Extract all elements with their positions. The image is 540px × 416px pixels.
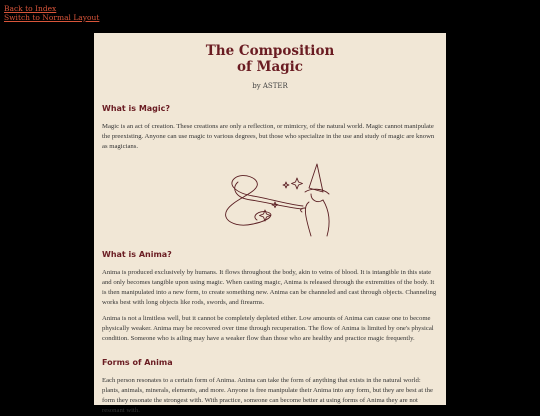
- top-links: [4, 4, 99, 22]
- paragraph: Each person resonates to a certain form of Anima. Anima can take the form of anything that exists in the natural world: plants, animals, minerals, elements, and more. Anyone is free manipulate their Anima into any form, but they are best at the form they resonate the strongest with. With practice, someone can become better at using forms of Anima they are not resonant with.: [102, 377, 433, 414]
- title-line-1: The Composition: [205, 43, 335, 59]
- paragraph: Anima is not a limitless well, but it cannot be completely depleted either. Low amounts of Anima can cause one to become physically weaker. Anima may be recovered over time through recuperation. The flow of Anima is limited by one's physical condition. Someone who is ailing may have a weaker flow than those who are healthy and practice magic frequently.: [102, 315, 434, 342]
- paragraph: Anima is produced exclusively by humans. It flows throughout the body, akin to veins of blood. It is intangible in this state and only becomes tangible upon using magic. When casting magic, Anima is released through the extremities of the body. It is then manipulated into a new form, to create something new. Anima can be channeled and cast through objects. Channeling works best with long objects like rods, swords, and firearms.: [102, 269, 437, 306]
- section-heading-what-is-magic: What is Magic?: [102, 104, 171, 113]
- sparkle-icon: [283, 182, 289, 188]
- switch-layout-link[interactable]: Switch to Normal Layout: [4, 13, 100, 22]
- wizard-illustration: [205, 158, 335, 236]
- section-heading-what-is-anima: What is Anima?: [102, 250, 172, 259]
- title-line-2: of Magic: [237, 59, 303, 75]
- paragraph: Magic is an act of creation. These creations are only a reflection, or mimicry, of the natural world. Magic cannot manipulate the preexisting. Anyone can use magic to various degrees, but those who specialize in the use and study of magic are known as magicians.: [102, 123, 435, 150]
- byline: by ASTER: [252, 82, 288, 90]
- sparkle-icon: [292, 178, 303, 189]
- document-page: [94, 33, 446, 414]
- back-to-index-link[interactable]: Back to Index: [4, 4, 57, 13]
- section-heading-forms-of-anima: Forms of Anima: [102, 358, 173, 367]
- document-title: [102, 43, 438, 75]
- wizard-icon: [301, 164, 330, 236]
